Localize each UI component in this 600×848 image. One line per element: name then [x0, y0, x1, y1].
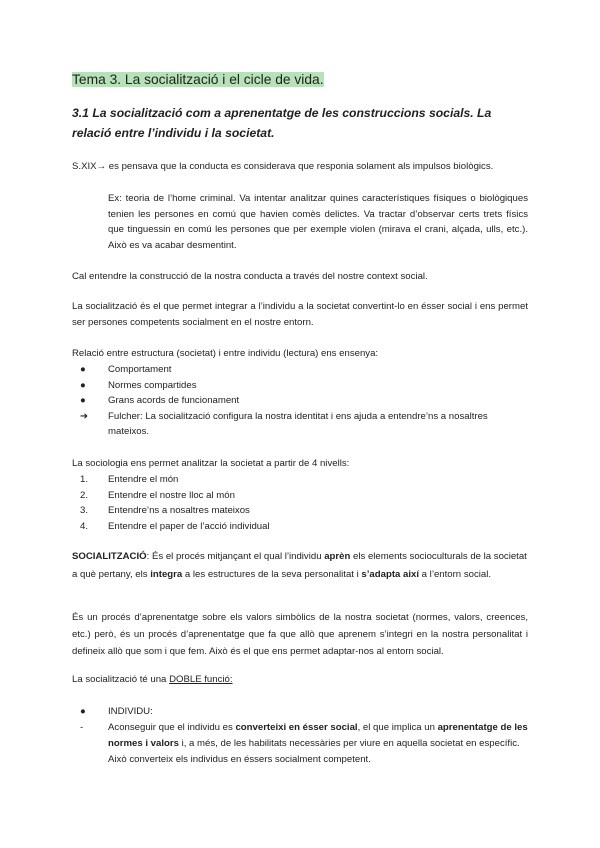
bullet-icon: ● [80, 395, 86, 407]
individu-list [80, 704, 528, 720]
dash-list [80, 720, 528, 768]
bullet-icon: ● [80, 706, 86, 717]
list-item: 1. Entendre el món [80, 474, 179, 485]
list-item: 4. Entendre el paper de l’acció individual [80, 520, 270, 532]
list-item: ● Grans acords de funcionament [80, 393, 528, 409]
definition-term: SOCIALITZACIÓ [72, 551, 147, 562]
list-item: - Aconseguir que el individu es converteixi en ésser social, el que implica un aprenentatge de les normes i valors i, a més, de les habilitats necessàries per viure en aquella societat en específic. Això converteix els individus en éssers socialment competent. [80, 722, 528, 765]
paragraph-double-function: La socialització té una DOBLE funció: [72, 674, 233, 685]
section-subtitle: 3.1 La socialització com a aprenentatge de les construccions socials. La relació entre l’individu i la societat. [72, 106, 492, 140]
list-item: ● Normes compartides [80, 378, 528, 394]
paragraph-context: Cal entendre la construcció de la nostra conducta a través del nostre context social. [72, 271, 428, 282]
bullet-list [80, 362, 528, 440]
list-item: ➔ Fulcher: La socialització configura la nostra identitat i ens ajuda a entendre’ns a nosaltres mateixos. [80, 410, 488, 438]
dash-marker: - [80, 722, 84, 733]
title-highlight: Tema 3. La socialització i el cicle de vida. [72, 72, 324, 87]
list-item: 2. Entendre el nostre lloc al món [80, 489, 235, 501]
list-item: ● INDIVIDU: [80, 704, 528, 720]
paragraph-sxix: S.XIX→ es pensava que la conducta es considerava que responia solament als impulsos biològics. [72, 161, 494, 172]
paragraph-socialization: La socialització és el que permet integrar a l’individu a la societat convertint-lo en ésser social i ens permet ser persones competents socialment en el nostre entorn. [72, 301, 528, 328]
levels-list [80, 472, 528, 534]
arrow-right-icon: ➔ [80, 410, 89, 422]
list-item: 3. Entendre’ns a nosaltres mateixos [80, 505, 250, 517]
bullet-icon: ● [80, 379, 86, 391]
paragraph-levels: La sociologia ens permet analitzar la societat a partir de 4 nivells: [72, 458, 350, 469]
paragraph-learning-process: És un procés d’aprenentatge sobre els valors simbòlics de la nostra societat (normes, valors, creences, etc.) però, és un procés d’aprenentatge que fa que allò que aprenem s’integri en la nostra personalitat i defineix allò que som i que fem. Això és el que ens permet adaptar-nos al entorn social. [72, 612, 528, 657]
example-paragraph: Ex: teoria de l’home criminal. Va intentar analitzar quines característiques físiques o biològiques tenien les persones en comú que havien comès delictes. Va tractar d’observar certs trets físics que tinguessin en comú les persones que per exemple violen (mirava el crani, alçada, ulls, etc.). Això es va acabar desmentint. [108, 193, 528, 251]
bullet-icon: ● [80, 364, 86, 375]
definition-paragraph: SOCIALITZACIÓ: És el procés mitjançant el qual l’individu aprèn els elements socioculturals de la societat a què pertany, els integra a les estructures de la seva personalitat i s’adapta així a l’entorn social. [72, 551, 527, 580]
page-title [72, 70, 528, 90]
list-item: ● Comportament [80, 362, 528, 378]
paragraph-relation: Relació entre estructura (societat) i entre individu (lectura) ens ensenya: [72, 348, 379, 359]
